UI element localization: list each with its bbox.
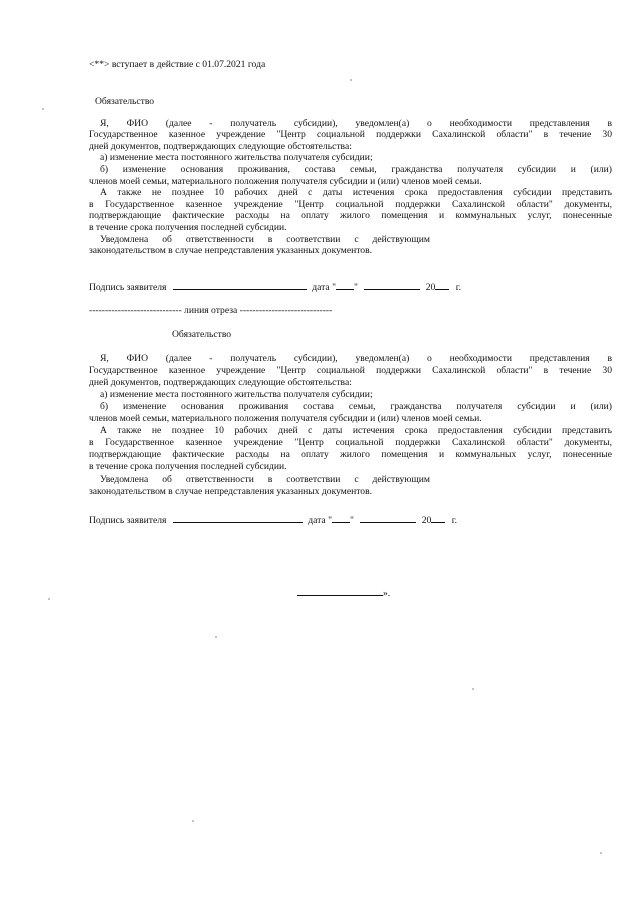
effective-date-note: <**> вступает в действие с 01.07.2021 года (89, 59, 266, 70)
signature-row (89, 513, 457, 526)
month-field[interactable] (364, 280, 420, 290)
paragraph-line: А также не позднее 10 рабочих дней с даты истечения срока предоставления субсидии представить (100, 425, 612, 436)
paragraph-line: А также не позднее 10 рабочих дней с даты истечения срока предоставления субсидии представить (100, 187, 612, 198)
scan-speck (215, 636, 217, 638)
paragraph-line: в течение срока получения последней субсидии. (89, 461, 287, 472)
paragraph-line: Я, ФИО (далее - получатель субсидии), уведомлен(а) о необходимости представления в (100, 353, 612, 364)
paragraph-line: Государственное казенное учреждение "Центр социальной поддержки Сахалинской области" в течение 30 (89, 365, 612, 376)
scan-speck (472, 688, 474, 690)
signature-field[interactable] (173, 280, 307, 290)
paragraph-line: в Государственное казенное учреждение "Центр социальной поддержки Сахалинской области" документы, (89, 199, 612, 210)
signature-field[interactable] (173, 513, 303, 523)
date-quote: " (350, 515, 354, 526)
paragraph-line: членов моей семьи, материального положения получателя субсидии и (или) членов моей семьи. (89, 413, 482, 424)
paragraph-line: в Государственное казенное учреждение "Центр социальной поддержки Сахалинской области" документы, (89, 437, 612, 448)
date-label: дата " (312, 282, 336, 293)
signature-label: Подпись заявителя (89, 282, 167, 293)
signature-label: Подпись заявителя (89, 515, 167, 526)
paragraph-line: Уведомлена об ответственности в соответствии с действующим (100, 474, 430, 485)
year-field[interactable] (431, 513, 445, 523)
paragraph-line: б) изменение основания проживания состава семьи, гражданства получателя субсидии и (или) (100, 401, 612, 412)
paragraph-line: а) изменение места постоянного жительства получателя субсидии; (100, 152, 373, 163)
closing-quote: ». (383, 588, 391, 599)
signature-row (89, 280, 461, 293)
day-field[interactable] (332, 513, 350, 523)
closing-blank (297, 586, 383, 596)
paragraph-line: дней документов, подтверждающих следующие обстоятельства: (89, 141, 352, 152)
year-prefix: 20 (425, 282, 436, 293)
cut-line: ----------------------------- линия отреза ----------------------------- (89, 305, 333, 316)
paragraph-line: в течение срока получения последней субсидии. (89, 222, 287, 233)
day-field[interactable] (336, 280, 354, 290)
paragraph-line: дней документов, подтверждающих следующие обстоятельства: (89, 377, 352, 388)
date-label: дата " (308, 515, 332, 526)
year-field[interactable] (435, 280, 449, 290)
scan-speck (350, 79, 352, 81)
paragraph-line: подтверждающие фактические расходы на оплату жилого помещения и коммунальных услуг, понесенные (89, 210, 612, 221)
paragraph-line: законодательством в случае непредставления указанных документов. (89, 245, 373, 256)
block-title: Обязательство (95, 96, 155, 107)
scan-speck (48, 598, 50, 600)
paragraph-line: членов моей семьи, материального положения получателя субсидии и (или) членов моей семьи. (89, 176, 482, 187)
month-field[interactable] (360, 513, 416, 523)
year-suffix: г. (451, 515, 457, 526)
year-prefix: 20 (421, 515, 432, 526)
paragraph-line: законодательством в случае непредставления указанных документов. (89, 486, 373, 497)
paragraph-line: Уведомлена об ответственности в соответствии с действующим (100, 234, 430, 245)
scan-speck (600, 852, 602, 854)
paragraph-line: подтверждающие фактические расходы на оплату жилого помещения и коммунальных услуг, понесенные (89, 449, 612, 460)
paragraph-line: б) изменение основания проживания, состава семьи, гражданства получателя субсидии и (или) (100, 164, 612, 175)
block-title: Обязательство (172, 329, 232, 340)
paragraph-line: Я, ФИО (далее - получатель субсидии), уведомлен(а) о необходимости представления в (100, 118, 612, 129)
scan-speck (42, 108, 44, 110)
paragraph-line: а) изменение места постоянного жительства получателя субсидии; (100, 389, 373, 400)
closing-row (297, 586, 390, 599)
date-quote: " (354, 282, 358, 293)
year-suffix: г. (455, 282, 461, 293)
scan-speck (192, 820, 194, 822)
paragraph-line: Государственное казенное учреждение "Центр социальной поддержки Сахалинской области" в течение 30 (89, 129, 612, 140)
